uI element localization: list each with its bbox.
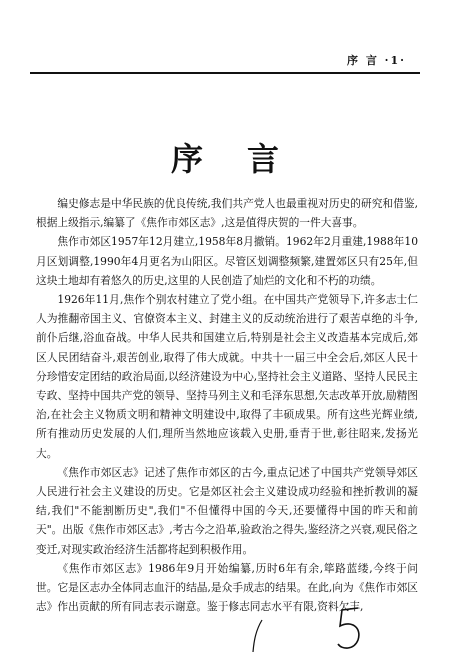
paragraph-5: 《焦作市郊区志》1986年9月开始编纂,历时6年有余,筚路蓝缕,今终于问世。它是区志办全体同志血汗的结晶,是众手成志的结果。在此,向为《焦作市郊区志》作出贡献的所有同志表示谢意。鉴于修志同志水平有限,资料欠丰, (36, 561, 418, 614)
pen-stroke-mark (248, 618, 268, 654)
paragraph-3: 1926年11月,焦作个别农村建立了党小组。在中国共产党领导下,许多志士仁人为推翻帝国主义、官僚资本主义、封建主义的反动统治进行了艰苦卓绝的斗争,前仆后继,浴血奋战。中华人民共和国建立后,特别是社会主义改造基本完成后,郊区人民团结奋斗,艰苦创业,取得了伟大成就。中共十一届三中全会后,郊区人民十分珍惜安定团结的政治局面,以经济建设为中心,坚持社会主义道路、坚持人民民主专政、坚持中国共产党的领导、坚持马列主义和毛泽东思想,矢志改革开放,励精图治,在社会主义物质文明和精神文明建设中,取得了丰硕成果。所有这些光辉业绩,所有推动历史发展的人们,理所当然地应该载入史册,垂青于世,彰往昭来,发扬光大。 (36, 293, 418, 460)
running-head: 序 言 ·1· (347, 54, 406, 67)
paragraph-2: 焦作市郊区1957年12月建立,1958年8月撤销。1962年2月重建,1988年10月区划调整,1990年4月更名为山阳区。尽管区划调整频繁,建置郊区只有25年,但这块土地却有着悠久的历史,这里的人民创造了灿烂的文化和不朽的功绩。 (36, 235, 418, 287)
handwritten-numeral-mark (332, 604, 368, 656)
body-text (36, 194, 418, 616)
paragraph-1: 编史修志是中华民族的优良传统,我们共产党人也最重视对历史的研究和借鉴,根据上级指示,编纂了《焦作市郊区志》,这是值得庆贺的一件大喜事。 (36, 197, 418, 230)
header-rule (30, 72, 420, 74)
page-title: 序言 (170, 140, 323, 178)
paragraph-4: 《焦作市郊区志》记述了焦作市郊区的古今,重点记述了中国共产党领导郊区人民进行社会主义建设的历史。它是郊区社会主义建设成功经验和挫折教训的凝结,我们"不能割断历史",我们"不但懂得中国的今天,还要懂得中国的昨天和前天"。出版《焦作市郊区志》,考古今之沿革,验政治之得失,鉴经济之兴衰,观民俗之变迁,对现实政治经济生活都将起到积极作用。 (36, 465, 418, 556)
